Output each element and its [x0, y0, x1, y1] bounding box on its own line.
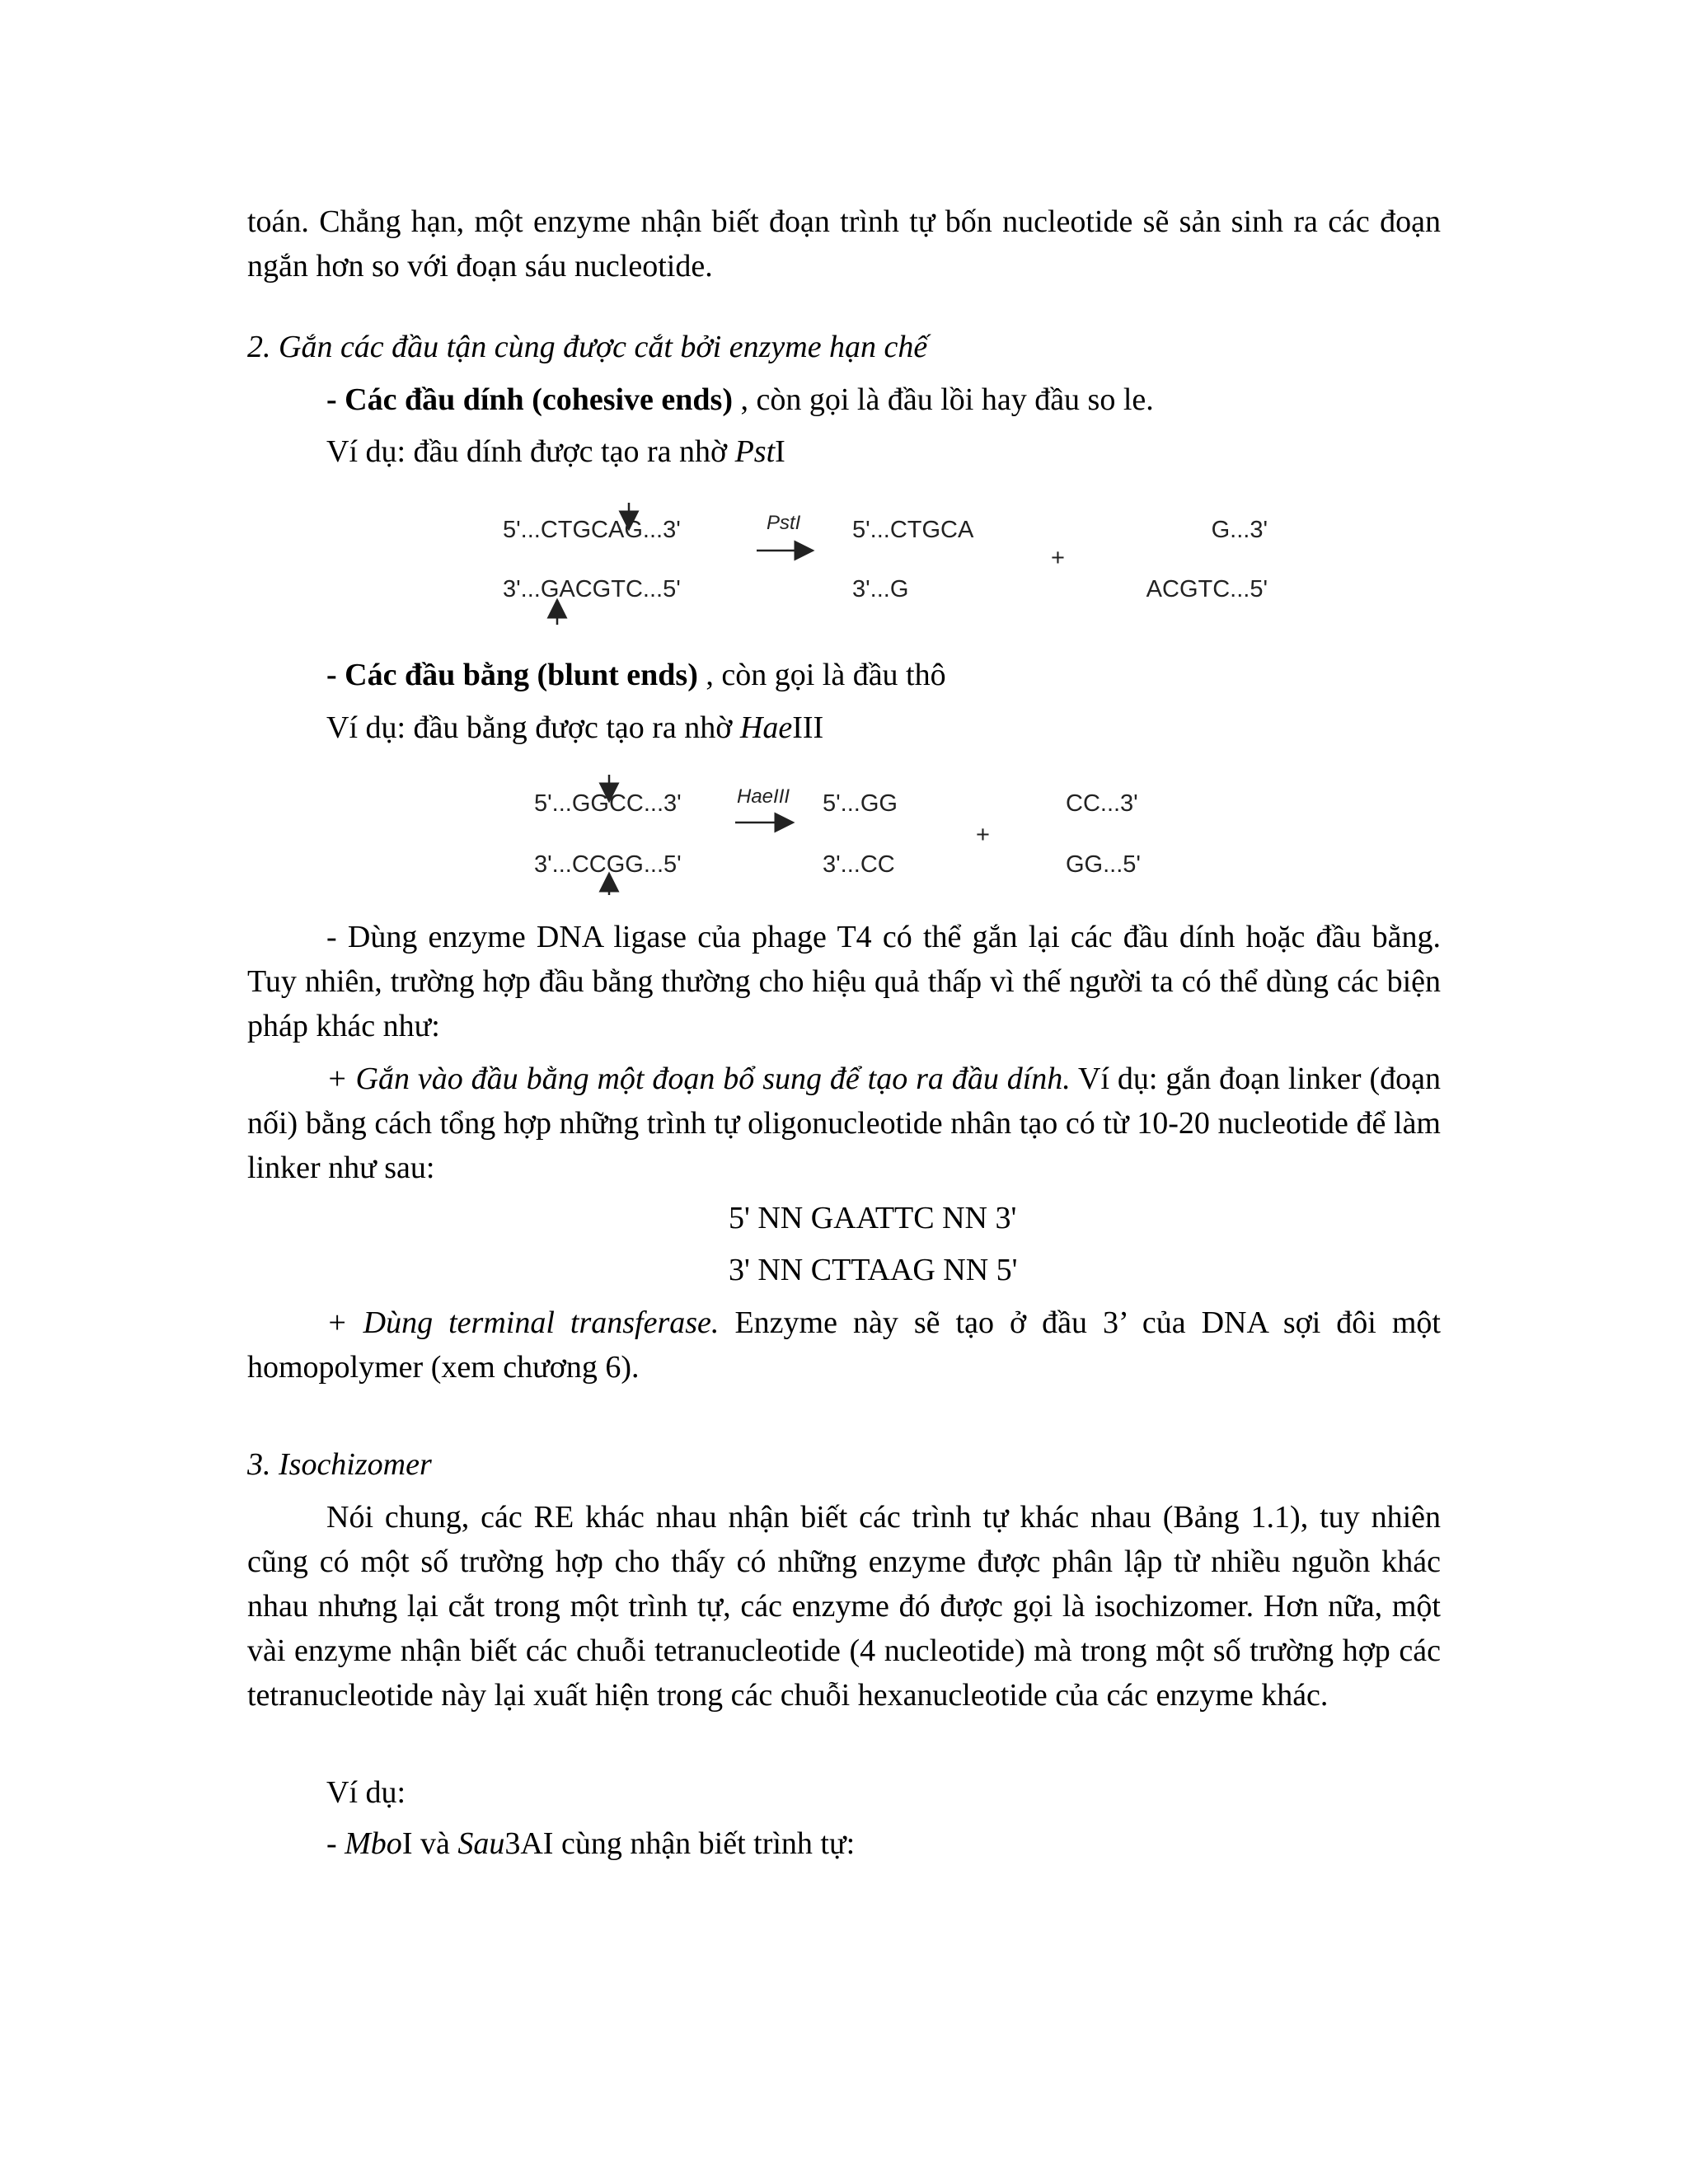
blunt-ends-term: - Các đầu bằng (blunt ends) [326, 658, 698, 692]
cohesive-ends-desc: , còn gọi là đầu lồi hay đầu so le. [733, 382, 1154, 417]
haeiii-bottom-strand: 3'...CCGG...5' [534, 851, 682, 878]
haeiii-enzyme-label: HaeIII [737, 785, 790, 808]
psti-cut-diagram [495, 494, 1278, 635]
paragraph-isochizomer: Nói chung, các RE khác nhau nhận biết các trình tự khác nhau (Bảng 1.1), tuy nhiên cũng có một số trường hợp cho thấy có những enzyme được phân lập từ nhiều nguồn khác nhau nhưng lại cắt trong một trình tự, các enzyme đó được gọi là isochizomer. Hơn nữa, một vài enzyme nhận biết các chuỗi tetranucleotide (4 nucleotide) mà trong một số trường hợp các tetranucleotide này lại xuất hiện trong các chuỗi hexanucleotide của các enzyme khác. [247, 1500, 1441, 1713]
blunt-ends-example [326, 705, 1441, 750]
paragraph-linker [247, 1057, 1441, 1190]
haeiii-plus: + [976, 822, 990, 848]
haeiii-product1-top: 5'...GG [823, 790, 898, 817]
mbo-sau-line [326, 1821, 1441, 1866]
terminal-transferase-text: Enzyme này sẽ tạo ở đầu 3’ của DNA sợi đôi một homopolymer (xem chương 6). [247, 1305, 1441, 1385]
blunt-ends-desc: , còn gọi là đầu thô [697, 658, 946, 692]
psti-bottom-strand: 3'...GACGTC...5' [503, 576, 681, 602]
example-label: Ví dụ: [326, 1775, 406, 1810]
linker-sequence-top: 5' NN GAATTC NN 3' [729, 1201, 1017, 1235]
psti-product1-bottom: 3'...G [852, 576, 909, 602]
cohesive-ends-bullet [326, 377, 1441, 422]
linker-method: + Gắn vào đầu bằng một đoạn bổ sung để tạo ra đầu dính. [326, 1062, 1071, 1096]
haeiii-product2-top: CC...3' [1066, 790, 1138, 817]
haeiii-cut-diagram [528, 766, 1187, 898]
dash: - [326, 1826, 345, 1861]
enzyme-suffix: 3AI [504, 1826, 554, 1861]
psti-top-strand: 5'...CTGCAG...3' [503, 517, 681, 543]
enzyme-name-pst: Pst [734, 434, 776, 469]
haeiii-top-strand: 5'...GGCC...3' [534, 790, 682, 817]
cohesive-ends-term: - Các đầu dính (cohesive ends) [326, 382, 733, 417]
example-prefix: Ví dụ: đầu dính được tạo ra nhờ [326, 434, 735, 469]
psti-product1-top: 5'...CTGCA [852, 517, 974, 543]
psti-product2-bottom: ACGTC...5' [1146, 576, 1268, 602]
terminal-transferase-method: + Dùng terminal transferase. [326, 1305, 720, 1340]
enzyme-name-sau: Sau [457, 1826, 505, 1861]
psti-product2-top: G...3' [1211, 517, 1268, 543]
paragraph-terminal-transferase [247, 1301, 1441, 1390]
mbo-sau-text: cùng nhận biết trình tự: [553, 1826, 856, 1861]
haeiii-product2-bottom: GG...5' [1066, 851, 1141, 878]
section-3-heading: 3. Isochizomer [247, 1447, 432, 1482]
example-prefix: Ví dụ: đầu bằng được tạo ra nhờ [326, 710, 740, 745]
psti-plus: + [1051, 545, 1065, 571]
cohesive-ends-example [326, 429, 1441, 474]
enzyme-suffix: III [792, 710, 824, 745]
enzyme-suffix: I [401, 1826, 413, 1861]
haeiii-product1-bottom: 3'...CC [823, 851, 895, 878]
enzyme-name-hae: Hae [739, 710, 793, 745]
psti-enzyme-label: PstI [767, 512, 801, 534]
conjunction: và [412, 1826, 458, 1861]
enzyme-name-mbo: Mbo [345, 1826, 402, 1861]
paragraph-intro: toán. Chẳng hạn, một enzyme nhận biết đoạn trình tự bốn nucleotide sẽ sản sinh ra các đoạn ngắn hơn so với đoạn sáu nucleotide. [247, 204, 1441, 284]
blunt-ends-bullet [326, 653, 1441, 697]
linker-sequence-bottom: 3' NN CTTAAG NN 5' [729, 1253, 1018, 1287]
enzyme-suffix: I [775, 434, 785, 469]
paragraph-ligase: - Dùng enzyme DNA ligase của phage T4 có thể gắn lại các đầu dính hoặc đầu bằng. Tuy nhiên, trường hợp đầu bằng thường cho hiệu quả thấp vì thế người ta có thể dùng các biện pháp khác như: [247, 920, 1441, 1043]
section-2-heading: 2. Gắn các đầu tận cùng được cắt bởi enzyme hạn chế [247, 330, 928, 364]
linker-text: Ví dụ: gắn đoạn linker (đoạn nối) bằng cách tổng hợp những trình tự oligonucleotide nhân tạo có từ 10-20 nucleotide để làm linker như sau: [247, 1062, 1441, 1185]
